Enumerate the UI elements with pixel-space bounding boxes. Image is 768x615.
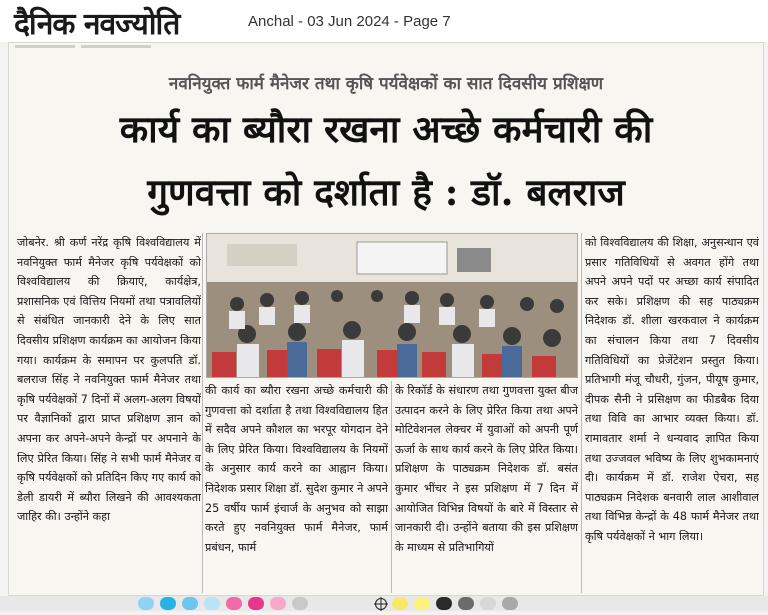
- article-column-2: की कार्य का ब्यौरा रखना अच्छे कर्मचारी की गुणवत्ता को दर्शाता है तथा विश्वविद्यालय हित में सदैव अपने कौशल का भरपूर योगदान देने के लिए प्रेरित किया। विश्वविद्यालय के नियमों के अनुसार कार्य करने का आह्वान किया। निदेशक प्रसार शिक्षा डॉ. सुदेश कुमार ने अपने 25 वर्षीय फार्म इंचार्ज के अनुभव को साझा करते हुए नवनियुक्त फार्म मैनेजर, फार्म प्रबंधन, फार्म: [205, 384, 388, 554]
- color-swatch: [270, 597, 286, 610]
- headline-line-2: गुणवत्ता को दर्शाता है : डॉ. बलराज: [147, 170, 625, 214]
- article-column-3: के रिकॉर्ड के संधारण तथा गुणवत्ता युक्त बीज उत्पादन करने के लिए प्रेरित किया तथा अपने मोटिवेशनल लेक्चर में युवाओं को अपनी पूर्ण ऊर्जा के साथ कार्य करने के लिए प्रेरित किया। प्रशिक्षण के पाठ्यक्रम निदेशक डॉ. बसंत कुमार भींचर ने इस प्रशिक्षण में 7 दिन में आयोजित विभिन्न विषयों के बारे में विस्तार से जानकारी दी। उन्होंने बताया की इस प्रशिक्षण के माध्यम से प्रतिभागियों: [395, 384, 578, 554]
- cut-off-text: [15, 43, 165, 51]
- page-header: [0, 0, 768, 42]
- newspaper-masthead: दैनिक नवज्योति: [14, 7, 180, 42]
- color-swatch: [182, 597, 198, 610]
- registration-mark-icon: [374, 596, 388, 610]
- color-swatch: [436, 597, 452, 610]
- article-column-1: जोबनेर. श्री कर्ण नरेंद्र कृषि विश्वविद्यालय में नवनियुक्त फार्म मैनेजर कृषि पर्यवेक्षकों को विश्वविद्यालय की क्रियाएं, कार्यक्षेत्र, प्रशासनिक एवं वित्तिय नियमों तथा पत्रावलियों से संबंधित जानकारी देने के लिए सात दिवसीय प्रशिक्षण कार्यक्रम का आयोजन किया गया। कार्यक्रम के समापन पर कुलपति डॉ. बलराज सिंह ने नवनियुक्त फार्म मैनेजर तथा कृषि पर्यवेक्षकों 7 दिनों में अलग-अलग विषयों पर वैज्ञानिकों द्वारा प्राप्त प्रशिक्षण ज्ञान को अपना कर अपने-अपने केन्द्रों पर अपनाने के लिए प्रेरित किया। सिंह ने सभी फार्म मैनेजर व कृषि पर्यवेक्षकों को प्रतिदिन किए गए कार्य को डेली डायरी में ब्यौरा लिखने की आवश्यकता जाहिर की। उन्होंने कहा: [17, 236, 201, 524]
- article-column-4: को विश्वविद्यालय की शिक्षा, अनुसन्धान एवं प्रसार गतिविधियों से अवगत होंगे तथा अपने अपने पदों पर अच्छा कार्य संपादित कर सके। प्रशिक्षण की सह पाठ्यक्रम निदेशक डॉ. शीला खरकवाल ने कार्यक्रम का संचालन किया तथा 7 दिवसीय गतिविधियों का प्रेजेंटेशन प्रस्तुत किया। प्रतिभागी मंजू चौधरी, गुंजन, पीयूष कुमार, दीपक सैनी ने प्रसिक्षण का फीडबैक दिया तथा विवि का आभार व्यक्त किया। डॉ. रामावतार शर्मा ने धन्यवाद ज्ञापित किया तथा उज्जवल भविष्य के लिए शुभकामनाएं दी। कार्यक्रम में डॉ. राजेश ऐचरा, सह पाठ्यक्रम निदेशक बनवारी लाल आशीवाल तथा विभिन्न केन्द्रों के 48 फार्म मैनेजर तथा कृषि पर्यवेक्षकों ने भाग लिया।: [585, 236, 759, 543]
- color-swatch: [502, 597, 518, 610]
- color-swatch: [392, 597, 408, 610]
- column-divider: [391, 381, 392, 593]
- color-swatch: [204, 597, 220, 610]
- photo-illustration: [207, 234, 577, 377]
- column-divider: [202, 233, 203, 593]
- edition-line: Anchal - 03 Jun 2024 - Page 7: [248, 13, 451, 30]
- color-swatch: [414, 597, 430, 610]
- color-swatch: [226, 597, 242, 610]
- column-divider: [581, 233, 582, 593]
- article-kicker: नवनियुक्त फार्म मैनेजर तथा कृषि पर्यवेक्षकों का सात दिवसीय प्रशिक्षण: [168, 74, 604, 94]
- color-swatch: [248, 597, 264, 610]
- color-swatch: [458, 597, 474, 610]
- training-event-photo: [206, 233, 578, 378]
- news-clipping: [8, 42, 764, 596]
- color-swatch: [292, 597, 308, 610]
- color-swatch: [138, 597, 154, 610]
- color-swatch: [480, 597, 496, 610]
- color-swatch: [160, 597, 176, 610]
- headline-line-1: कार्य का ब्यौरा रखना अच्छे कर्मचारी की: [119, 107, 653, 151]
